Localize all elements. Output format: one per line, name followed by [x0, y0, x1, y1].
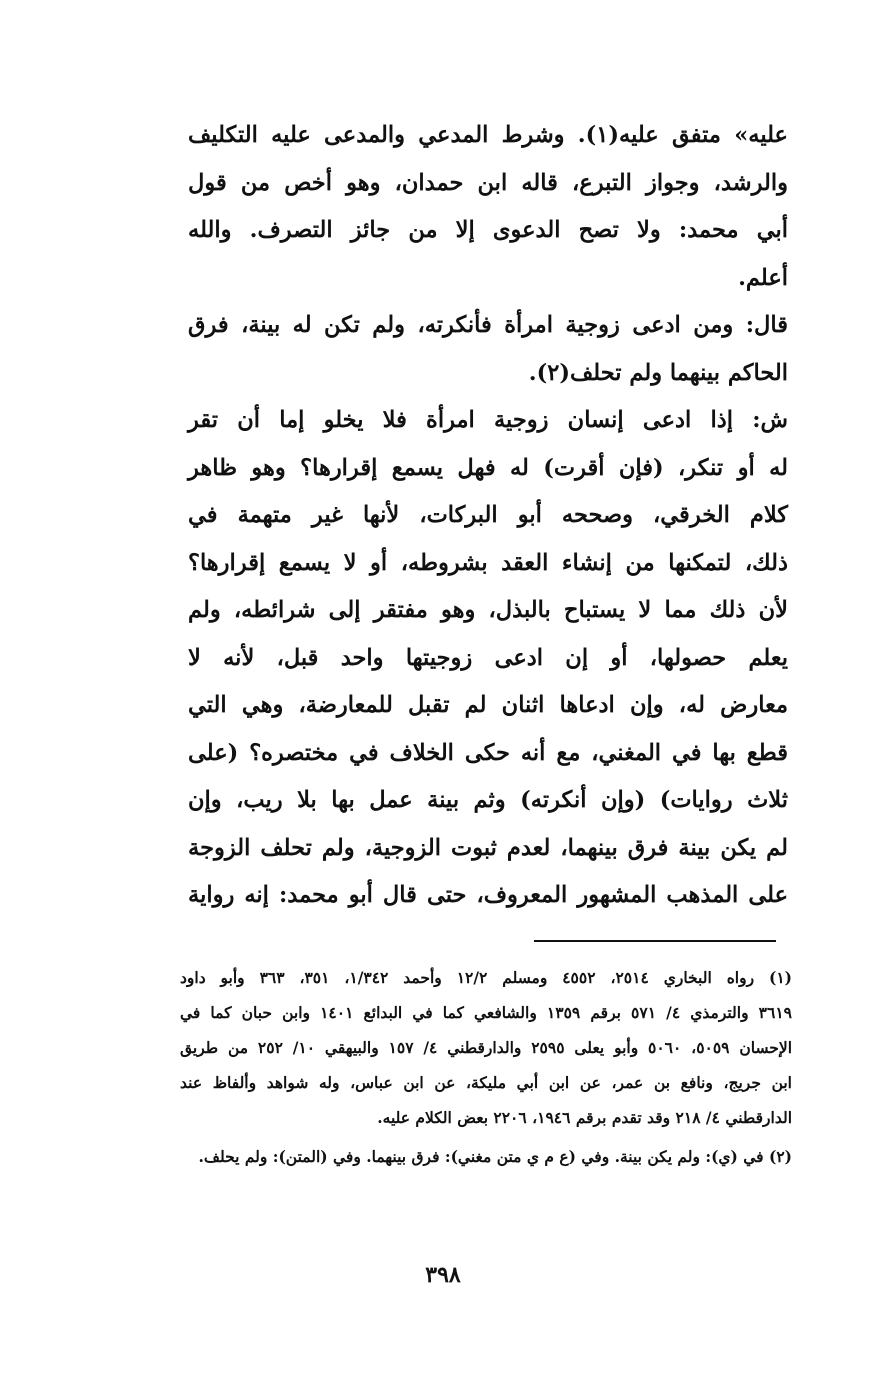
text-line: معارض له، وإن ادعاها اثنان لم تقبل للمعارضة، وهي التي	[188, 692, 788, 718]
text-line: أبي محمد: ولا تصح الدعوى إلا من جائز التصرف. والله	[188, 217, 788, 243]
main-text	[188, 112, 788, 920]
text-line: ش: إذا ادعى إنسان زوجية امرأة فلا يخلو إما أن تقر	[188, 407, 788, 433]
footnote-line: الدارقطني ٤/ ٢١٨ وقد تقدم برقم ١٩٤٦، ٢٢٠٦ بعض الكلام عليه.	[377, 1108, 792, 1127]
page-number: ٣٩٨	[425, 1262, 461, 1288]
text-line: يعلم حصولها، أو إن ادعى زوجيتها واحد قبل، لأنه لا	[188, 644, 788, 671]
text-line: قال: ومن ادعى زوجية امرأة فأنكرته، ولم تكن له بينة، فرق	[188, 312, 788, 338]
footnote-line: ابن جريج، ونافع بن عمر، عن ابن أبي مليكة، عن ابن عباس، وله شواهد وألفاظ عند	[180, 1073, 792, 1092]
text-line: الحاكم بينهما ولم تحلف(٢).	[528, 359, 788, 386]
footnote-line: الإحسان ٥٠٥٩، ٥٠٦٠ وأبو يعلى ٢٥٩٥ والدارقطني ٤/ ١٥٧ والبيهقي ١٠/ ٢٥٢ من طريق	[180, 1038, 793, 1057]
text-line: قطع بها في المغني، مع أنه حكى الخلاف في مختصره؟ (على	[188, 739, 788, 766]
text-line: لأن ذلك مما لا يستباح بالبذل، وهو مفتقر إلى شرائطه، ولم	[188, 597, 788, 623]
text-line: ذلك، لتمكنها من إنشاء العقد بشروطه، أو لا يسمع إقرارها؟	[188, 549, 788, 576]
footnote-2	[180, 1139, 792, 1174]
text-line: لم يكن بينة فرق بينهما، لعدم ثبوت الزوجية، ولم تحلف الزوجة	[188, 834, 788, 861]
text-line: ثلاث روايات) (وإن أنكرته) وثم بينة عمل بها بلا ريب، وإن	[188, 787, 788, 813]
text-line: عليه» متفق عليه(١). وشرط المدعي والمدعى عليه التكليف	[188, 122, 788, 148]
text-line: أعلم.	[738, 264, 788, 291]
text-line: له أو تنكر، (فإن أقرت) له فهل يسمع إقرارها؟ وهو ظاهر	[188, 454, 788, 481]
footnote-1	[180, 960, 792, 1135]
footnotes	[180, 960, 792, 1174]
footnote-line: (١) رواه البخاري ٢٥١٤، ٤٥٥٢ ومسلم ١٢/٢ وأحمد ١/٣٤٢، ٣٥١، ٣٦٣ وأبو داود	[180, 968, 793, 987]
text-line: والرشد، وجواز التبرع، قاله ابن حمدان، وهو أخص من قول	[188, 169, 788, 196]
footnote-line: ٣٦١٩ والترمذي ٤/ ٥٧١ برقم ١٣٥٩ والشافعي كما في البدائع ١٤٠١ وابن حبان كما في	[180, 1003, 792, 1022]
text-line: على المذهب المشهور المعروف، حتى قال أبو محمد: إنه رواية	[188, 882, 788, 908]
footnote-line: (٢) في (ي): ولم يكن بينة. وفي (ع م ي متن مغني): فرق بينهما. وفي (المتن): ولم يحلف.	[198, 1147, 792, 1166]
footnote-separator	[534, 940, 776, 942]
text-line: كلام الخرقي، وصححه أبو البركات، لأنها غير متهمة في	[188, 502, 788, 528]
